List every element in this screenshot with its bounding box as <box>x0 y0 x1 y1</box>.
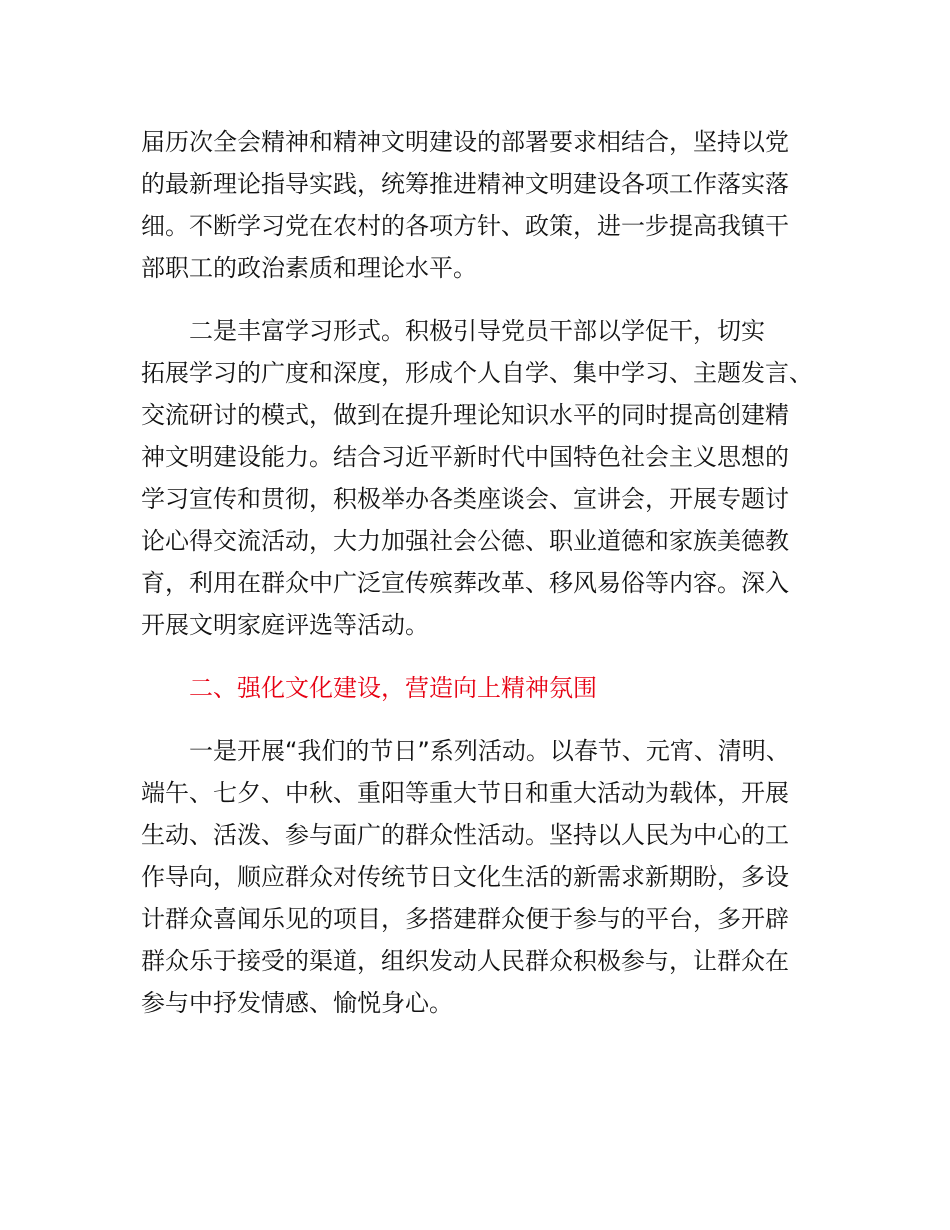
text-line: 育，利用在群众中广泛宣传殡葬改革、移风易俗等内容。深入 <box>141 569 789 597</box>
text-line: 细。不断学习党在农村的各项方针、政策，进一步提高我镇干 <box>141 212 789 240</box>
text-line: 一是开展“我们的节日”系列活动。以春节、元宵、清明、 <box>189 737 790 765</box>
text-line: 计群众喜闻乐见的项目，多搭建群众便于参与的平台，多开辟 <box>141 905 789 933</box>
text-line: 拓展学习的广度和深度，形成个人自学、集中学习、主题发言、 <box>141 359 813 387</box>
text-line: 二是丰富学习形式。积极引导党员干部以学促干，切实 <box>189 317 765 345</box>
text-line: 群众乐于接受的渠道，组织发动人民群众积极参与，让群众在 <box>141 947 789 975</box>
text-line: 参与中抒发情感、愉悦身心。 <box>141 989 453 1017</box>
text-line: 端午、七夕、中秋、重阳等重大节日和重大活动为载体，开展 <box>141 779 789 807</box>
text-line: 的最新理论指导实践，统筹推进精神文明建设各项工作落实落 <box>141 170 789 198</box>
text-line: 开展文明家庭评选等活动。 <box>141 611 429 639</box>
text-line: 届历次全会精神和精神文明建设的部署要求相结合，坚持以党 <box>141 128 789 156</box>
text-line: 生动、活泼、参与面广的群众性活动。坚持以人民为中心的工 <box>141 821 789 849</box>
text-line: 作导向，顺应群众对传统节日文化生活的新需求新期盼，多设 <box>141 863 789 891</box>
section-heading: 二、强化文化建设，营造向上精神氛围 <box>189 674 597 702</box>
text-line: 学习宣传和贯彻，积极举办各类座谈会、宣讲会，开展专题讨 <box>141 485 789 513</box>
text-line: 论心得交流活动，大力加强社会公德、职业道德和家族美德教 <box>141 527 789 555</box>
text-line: 神文明建设能力。结合习近平新时代中国特色社会主义思想的 <box>141 443 789 471</box>
text-line: 交流研讨的模式，做到在提升理论知识水平的同时提高创建精 <box>141 401 789 429</box>
text-line: 部职工的政治素质和理论水平。 <box>141 254 477 282</box>
